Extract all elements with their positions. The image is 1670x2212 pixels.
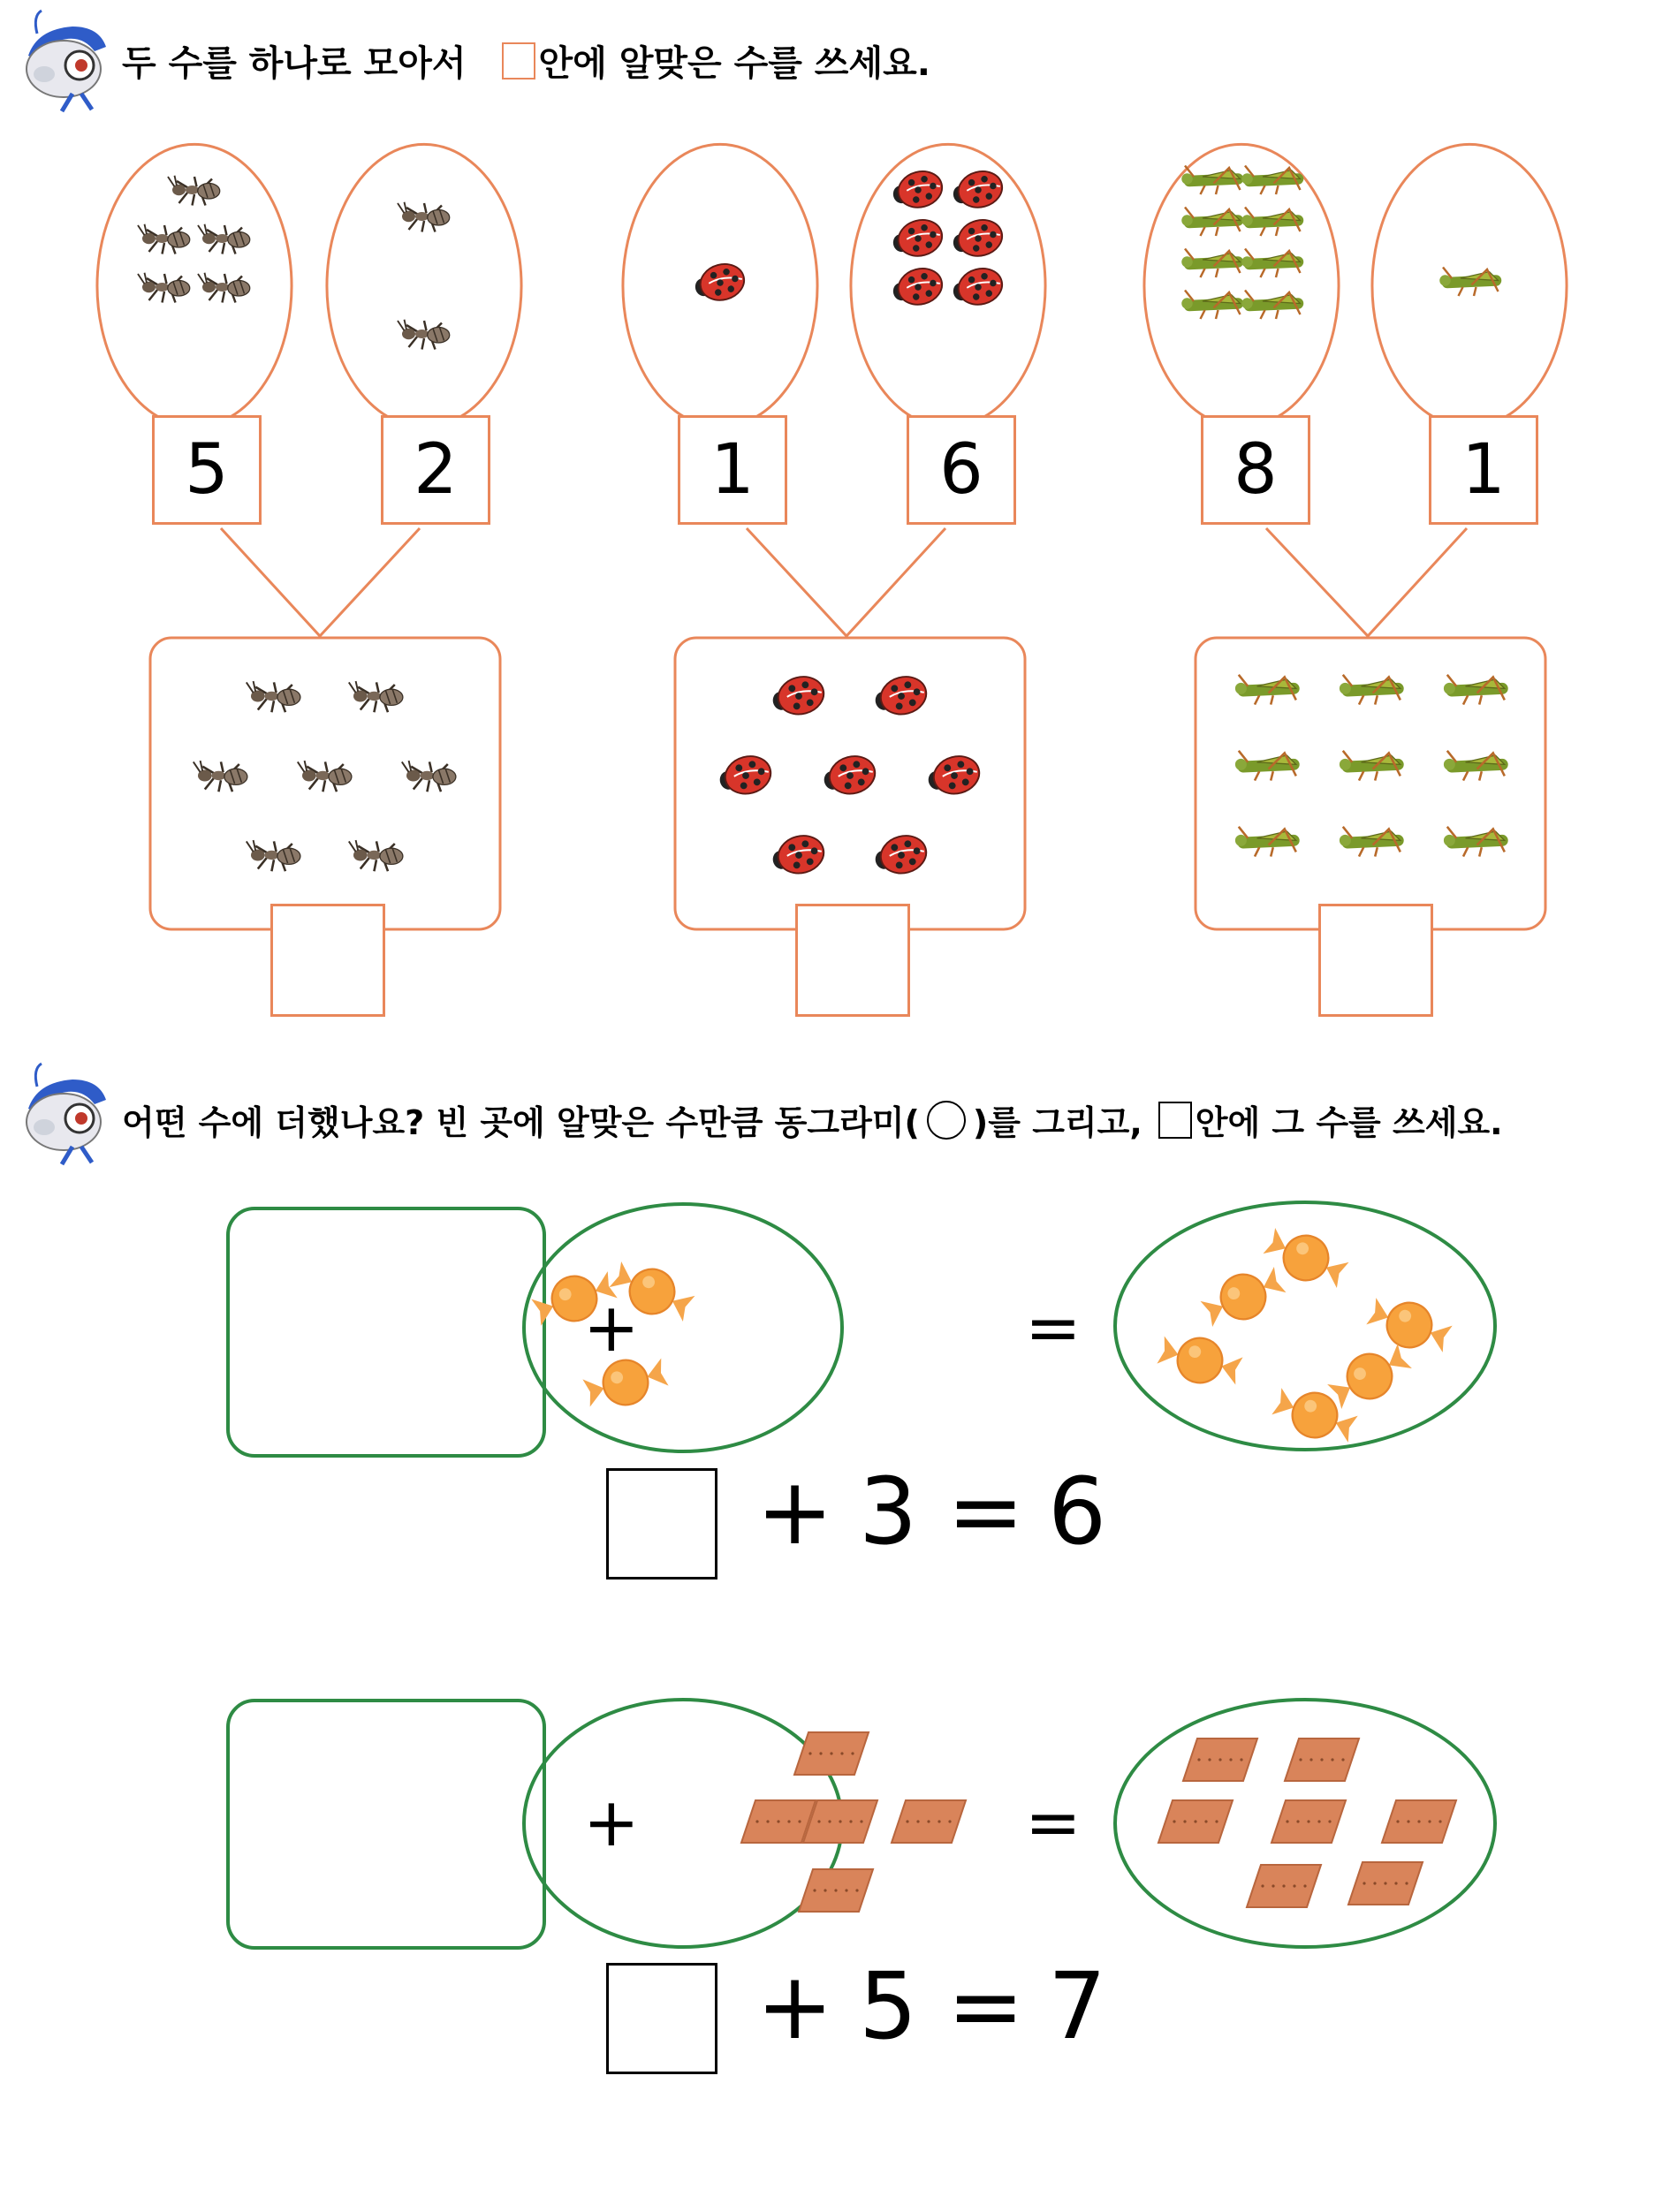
equals-sign: = xyxy=(1025,1783,1082,1861)
cracker-icon xyxy=(794,1732,869,1775)
candy-icon xyxy=(1324,1337,1416,1416)
equals-sign: = xyxy=(1025,1288,1082,1367)
instruction-text: )를 그리고, xyxy=(972,1103,1142,1142)
equation-result: 7 xyxy=(1048,1952,1107,2060)
candy-icon xyxy=(1363,1290,1455,1360)
cracker-icon xyxy=(803,1800,877,1843)
equation-answer-box[interactable] xyxy=(606,1468,717,1579)
cracker-icon xyxy=(1348,1862,1423,1905)
cracker-icon xyxy=(1247,1865,1321,1907)
cracker-icon xyxy=(1271,1800,1346,1843)
instruction-text: 안에 알맞은 수를 쓰세요. xyxy=(538,43,930,84)
instruction-text: 어떤 수에 더했나요? 빈 곳에 알맞은 수만큼 동그라미( xyxy=(122,1103,920,1142)
number-box-right: 2 xyxy=(381,415,490,525)
cracker-icon xyxy=(892,1800,966,1843)
number-box-right: 1 xyxy=(1429,415,1538,525)
equation-addend: 3 xyxy=(859,1458,918,1565)
equation-plus: + xyxy=(756,1458,834,1565)
number-box-right: 6 xyxy=(907,415,1016,525)
number-box-left: 1 xyxy=(678,415,787,525)
equation-equals: = xyxy=(947,1458,1025,1565)
equation-answer-box[interactable] xyxy=(606,1963,717,2074)
cracker-icon xyxy=(1285,1739,1359,1781)
equation-plus: + xyxy=(756,1952,834,2060)
cracker-icon xyxy=(1183,1739,1257,1781)
draw-circles-area[interactable] xyxy=(232,1704,541,1944)
candy-icon xyxy=(1155,1329,1245,1393)
cracker-icon xyxy=(1158,1800,1233,1843)
cracker-icon xyxy=(799,1869,873,1912)
equation-result: 6 xyxy=(1048,1458,1107,1565)
plus-sign: + xyxy=(583,1288,640,1367)
candy-icon xyxy=(1197,1260,1290,1335)
cracker-icon xyxy=(1382,1800,1456,1843)
number-box-left: 5 xyxy=(152,415,262,525)
equation-addend: 5 xyxy=(859,1952,918,2060)
number-box-left: 8 xyxy=(1201,415,1310,525)
draw-circles-area[interactable] xyxy=(232,1212,541,1452)
equation-equals: = xyxy=(947,1952,1025,2060)
plus-sign: + xyxy=(583,1783,640,1861)
instruction-text: 두 수를 하나로 모아서 xyxy=(122,43,467,84)
instruction-text: 안에 그 수를 쓰세요. xyxy=(1195,1103,1503,1142)
